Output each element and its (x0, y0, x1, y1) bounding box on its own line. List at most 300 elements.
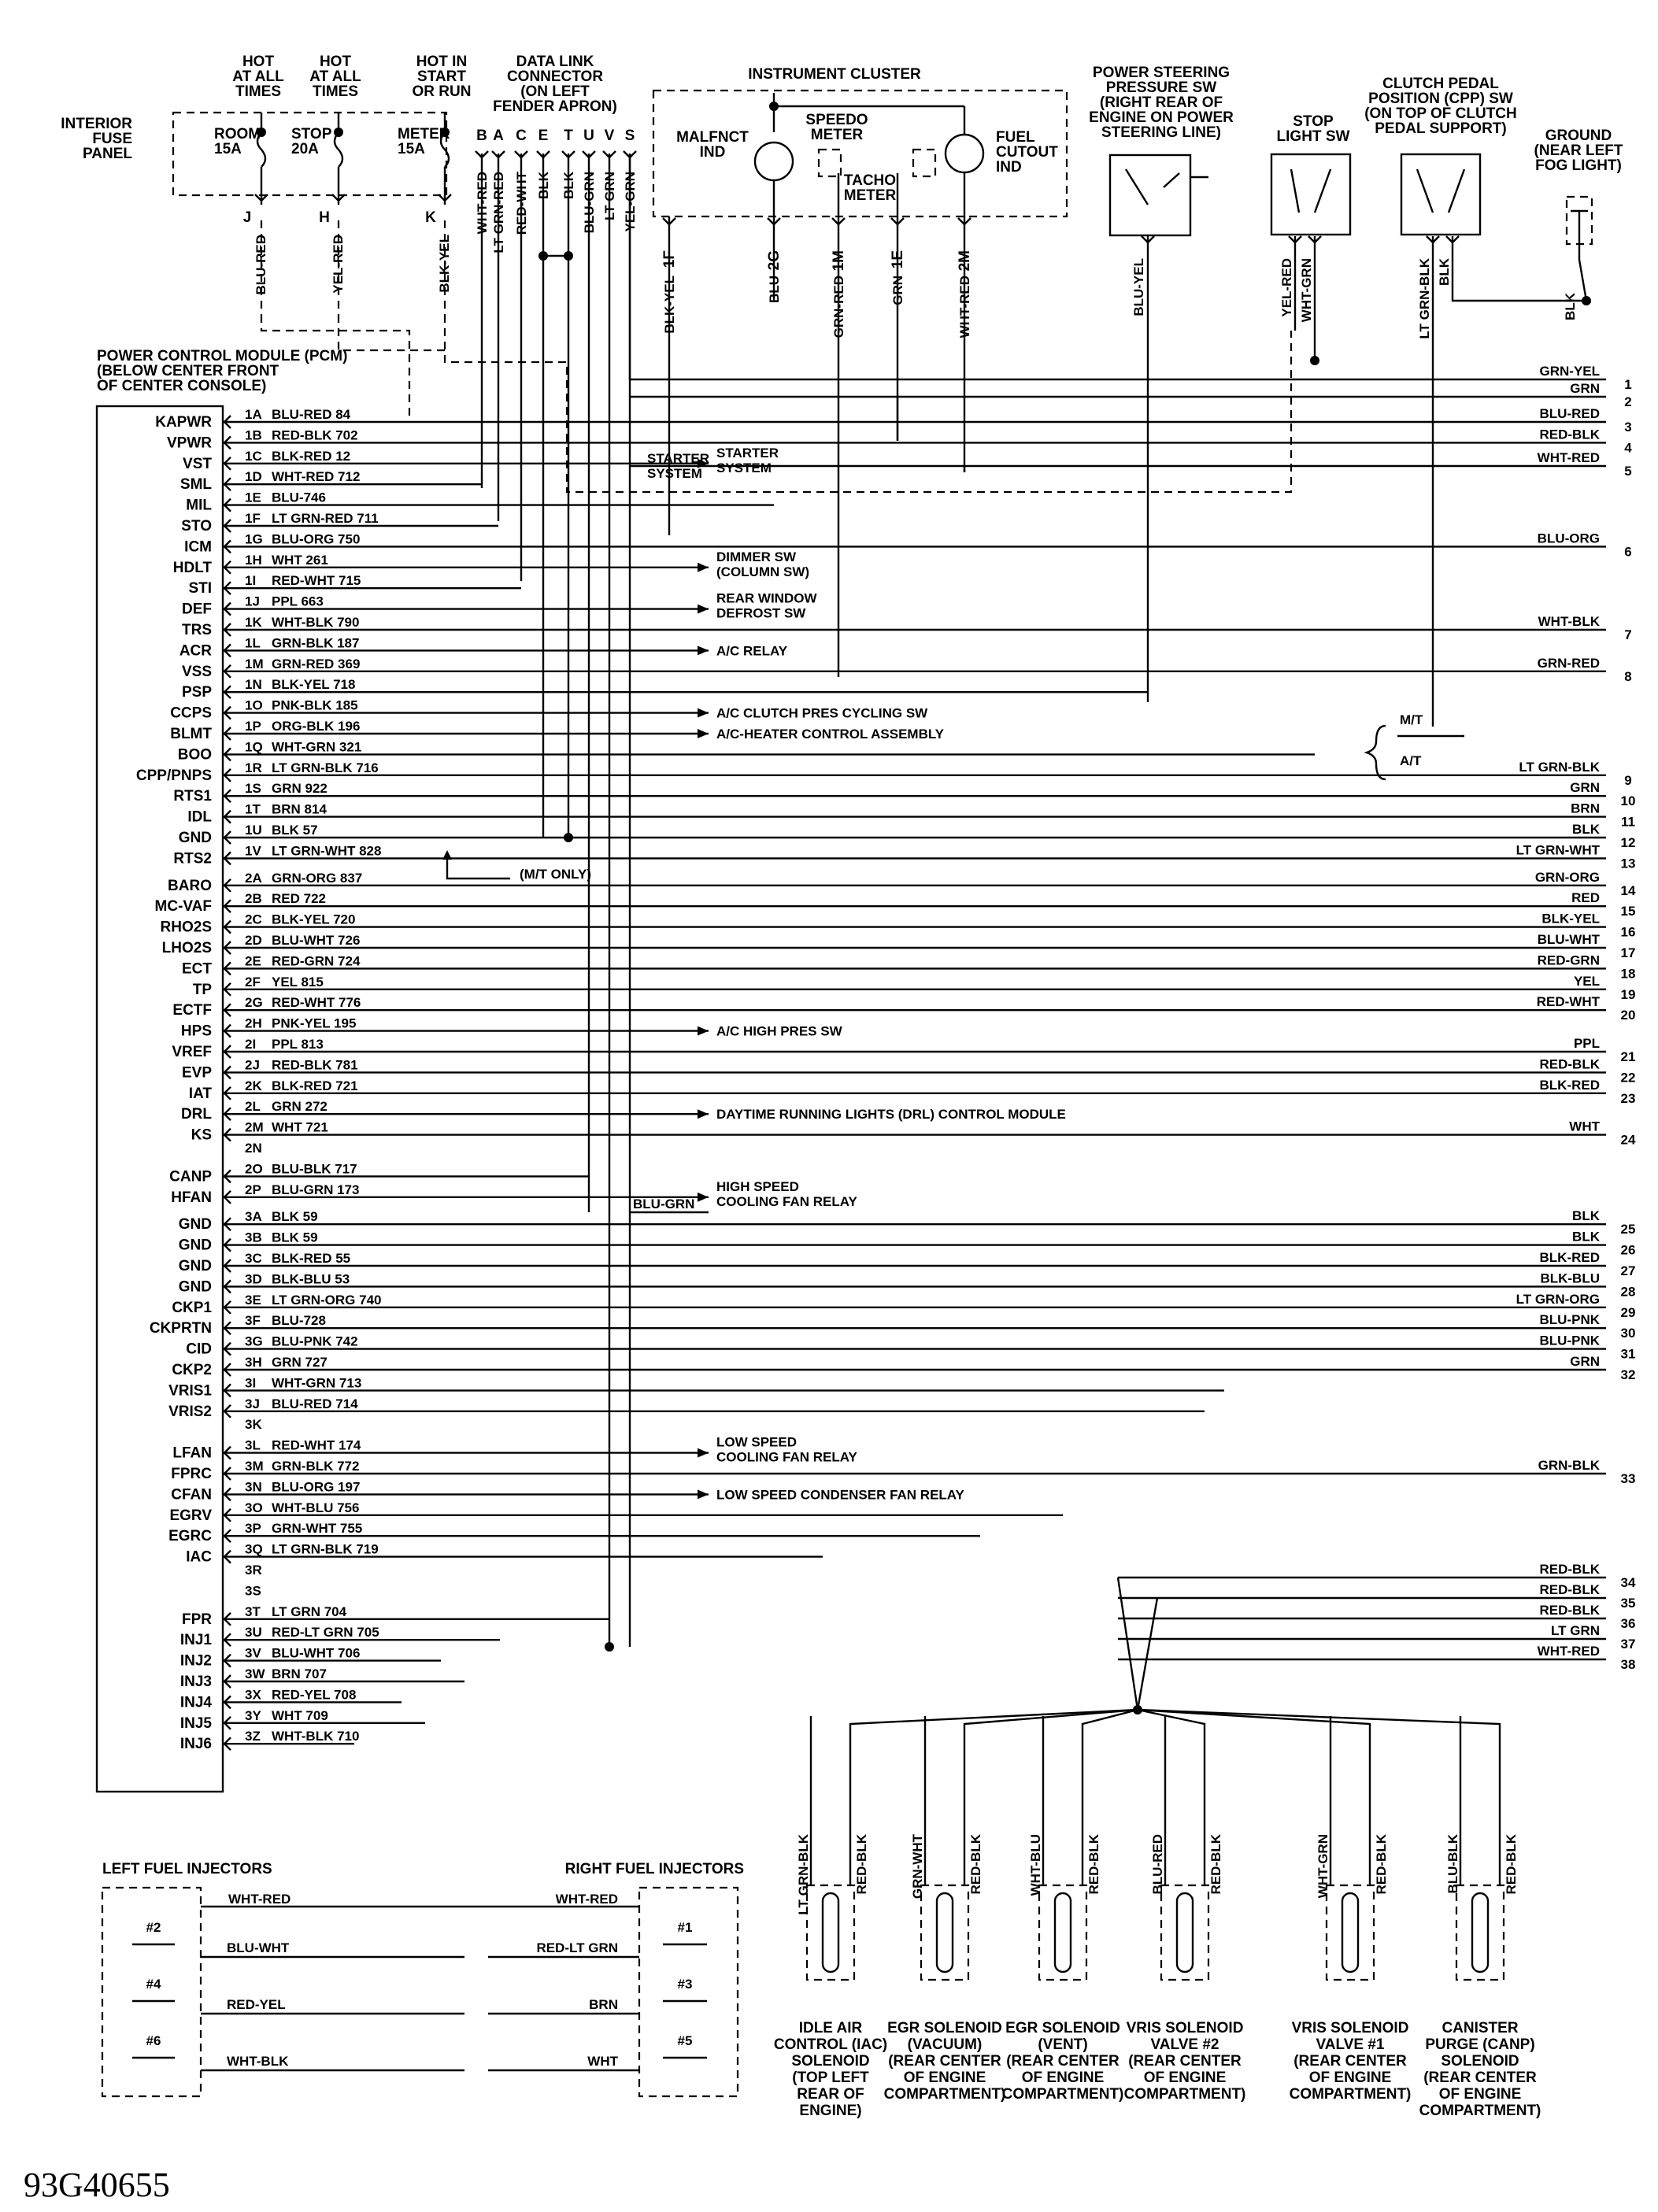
pcm-pin-name: BLMT (170, 726, 212, 742)
right-wire-color: RED-WHT (1536, 994, 1600, 1010)
pcm-wire-label: BLK-RED 12 (272, 448, 351, 464)
right-wire-color: BLU-PNK (1539, 1333, 1600, 1348)
switch-blade (1417, 169, 1433, 213)
connector-number: 30 (1620, 1326, 1636, 1341)
pcm-pin-id: 1Q (245, 739, 263, 755)
pcm-wire-label: RED-WHT 174 (272, 1437, 361, 1453)
injector-wire-label: RED-LT GRN (536, 1940, 618, 1955)
dlc-wire-color: LT GRN (602, 172, 617, 221)
fuse-pin-letter: J (242, 209, 252, 226)
stop-wire-color: YEL-RED (1279, 258, 1294, 317)
brace-icon (1367, 726, 1386, 779)
pcm-wire-label: WHT 709 (272, 1707, 328, 1723)
solenoid-coil-icon (1342, 1893, 1358, 1972)
right-wire-color: WHT-RED (1537, 1644, 1600, 1659)
arrow-right-icon (698, 1109, 709, 1119)
destination-label: LOW SPEED COOLING FAN RELAY (716, 1434, 857, 1465)
switch-blade (1449, 169, 1464, 213)
pcm-wire-label: GRN 727 (272, 1355, 328, 1370)
pcm-pin-id: 2G (245, 995, 263, 1011)
solenoid-label: VRIS SOLENOID VALVE #1 (REAR CENTER OF ENGINE COMPARTMENT) (1289, 2020, 1412, 2103)
pcm-pin-id: 2F (245, 974, 261, 989)
yel-red-feed (339, 315, 445, 350)
pcm-pin-name: IAC (186, 1548, 212, 1566)
connector-number: 35 (1620, 1596, 1636, 1611)
wire (1579, 260, 1586, 301)
arrow-up-icon (442, 850, 452, 860)
pcm-pin-name: GND (178, 1216, 212, 1234)
pcm-wire-label: GRN-RED 369 (272, 656, 361, 671)
pcm-wire-label: RED-BLK 781 (272, 1057, 358, 1073)
pcm-pin-name: INJ3 (179, 1674, 212, 1690)
pcm-pin-id: 3R (245, 1563, 262, 1578)
stop-switch-box (1271, 154, 1350, 235)
pcm-pin-name: FPRC (171, 1466, 212, 1482)
pcm-pin-name: STO (181, 518, 212, 535)
pcm-wire-label: BLU-ORG 750 (272, 531, 361, 547)
pcm-pin-id: 1F (245, 511, 261, 526)
pcm-pin-id: 1L (245, 635, 261, 651)
pcm-pin-id: 3Q (245, 1541, 263, 1557)
pcm-wire-label: RED-WHT 715 (272, 573, 361, 589)
pcm-wire-label: LT GRN-RED 711 (272, 511, 379, 526)
speedo-meter-box (819, 150, 841, 176)
pcm-pin-id: 2J (245, 1057, 260, 1073)
switch-blade (1291, 169, 1299, 213)
fuse-label: METER 15A (398, 126, 450, 157)
injector-number: #3 (677, 1977, 693, 1992)
pcm-wire-label: LT GRN-ORG 740 (272, 1292, 382, 1308)
pcm-pin-name: VST (183, 455, 212, 472)
pcm-wire-label: WHT 261 (272, 552, 328, 568)
pcm-pin-id: 2I (245, 1037, 257, 1052)
fuel-cutout-lamp-icon (946, 135, 983, 172)
right-wire-color: BLK-RED (1539, 1077, 1600, 1093)
pcm-wire-label: WHT-BLU 756 (272, 1500, 360, 1515)
pcm-wire-label: BLU-WHT 706 (272, 1645, 361, 1661)
injector-number: #1 (677, 1920, 693, 1935)
pcm-wire-label: BRN 814 (272, 801, 327, 817)
cluster-wire-color: GRN-RED (831, 276, 846, 338)
right-wire-color: BLK (1572, 1208, 1600, 1224)
pcm-pin-name: KAPWR (155, 414, 212, 431)
connector-number: 37 (1620, 1637, 1636, 1652)
pcm-pin-name: VSS (181, 663, 212, 680)
pcm-pin-name: HFAN (171, 1189, 212, 1206)
pcm-pin-name: VREF (172, 1044, 212, 1060)
arrow-right-icon (698, 1026, 709, 1036)
connector-number: 3 (1624, 420, 1632, 435)
pcm-pin-name: STI (188, 580, 212, 597)
pcm-pin-name: CID (186, 1341, 212, 1358)
pcm-pin-id: 3F (245, 1313, 261, 1329)
pcm-pin-id: 3A (245, 1209, 262, 1225)
ps-switch-box (1110, 155, 1190, 235)
arrow-right-icon (698, 1193, 709, 1202)
pcm-wire-label: PPL 663 (272, 594, 324, 609)
pcm-pin-name: HPS (180, 1023, 212, 1040)
splice-dot (1310, 356, 1319, 365)
pcm-pin-name: INJ1 (179, 1632, 212, 1649)
connector-number: 25 (1620, 1222, 1636, 1237)
pcm-wire-label: BLU-GRN 173 (272, 1182, 360, 1197)
pcm-pin-id: 1C (245, 448, 262, 464)
pcm-pin-id: 3G (245, 1333, 263, 1349)
right-wire-color: RED-BLK (1539, 1603, 1600, 1618)
starter-label: STARTER SYSTEM (647, 451, 710, 481)
connector-number: 16 (1620, 924, 1636, 940)
mid-wire-label: BLU-GRN (633, 1197, 695, 1211)
right-wire-color: GRN (1570, 1354, 1600, 1369)
pcm-pin-name: ACR (179, 642, 212, 660)
figure-id: 93G40655 (24, 2166, 170, 2204)
fuse-wire-color: BLU-RED (254, 235, 268, 295)
solenoid-coil-icon (937, 1893, 953, 1972)
right-wire-color: RED-BLK (1539, 1562, 1600, 1577)
solenoid-feed-wire (850, 1710, 1138, 1854)
pcm-pin-name: EGRC (168, 1528, 212, 1545)
pcm-pin-id: 2E (245, 953, 261, 969)
solenoid-feed-wire (1138, 1710, 1205, 1854)
pcm-pin-id: 3X (245, 1687, 261, 1703)
right-wire-color: RED-GRN (1537, 952, 1600, 968)
pcm-pin-id: 1H (245, 552, 262, 568)
pcm-pin-id: 1J (245, 594, 260, 609)
dlc-wire-color: BLU-GRN (582, 172, 597, 234)
dlc-pin-letter: C (516, 128, 527, 144)
pcm-wire-label: RED-LT GRN 705 (272, 1625, 379, 1641)
pcm-pin-id: 3O (245, 1500, 263, 1515)
connector-number: 18 (1620, 966, 1636, 982)
pcm-pin-id: 3H (245, 1355, 262, 1370)
pcm-wire-label: GRN 922 (272, 781, 328, 797)
pcm-wire-label: RED-GRN 724 (272, 953, 361, 969)
pcm-pin-name: CKPRTN (149, 1320, 212, 1337)
ground-wire-color: BLK (1563, 293, 1578, 320)
pcm-pin-name: INJ6 (179, 1736, 212, 1753)
solenoid-box (1161, 1885, 1208, 1980)
pcm-pin-name: GND (178, 1258, 212, 1274)
pcm-wire-label: BRN 707 (272, 1666, 327, 1681)
pcm-pin-id: 2M (245, 1119, 264, 1135)
pcm-pin-id: 1N (245, 677, 262, 693)
pcm-pin-id: 1D (245, 469, 262, 485)
dlc-wire-color: YEL-GRN (623, 172, 638, 232)
right-wire-color: BLU-RED (1539, 406, 1600, 421)
blu-red-feed (261, 315, 409, 422)
pcm-pin-id: 3Z (245, 1729, 261, 1744)
pcm-pin-id: 2N (245, 1141, 262, 1156)
solenoid-label: EGR SOLENOID (VENT) (REAR CENTER OF ENGINE COMPARTMENT) (1001, 2020, 1124, 2103)
pcm-pin-id: 2K (245, 1078, 262, 1093)
pcm-pin-id: 2L (245, 1099, 261, 1115)
pcm-pin-id: 1M (245, 656, 264, 671)
pcm-pin-id: 1U (245, 823, 262, 838)
connector-number: 31 (1620, 1346, 1636, 1362)
right-wire-color: BLK (1572, 822, 1600, 837)
connector-number: 9 (1624, 772, 1632, 788)
right-wire-color: WHT-BLK (1538, 614, 1600, 629)
pcm-wire-label: WHT-RED 712 (272, 469, 361, 485)
pcm-pin-name: MC-VAF (154, 898, 212, 916)
connector-number: 10 (1620, 793, 1636, 809)
connector-number: 20 (1620, 1008, 1636, 1023)
pcm-wire-label: BLK 59 (272, 1230, 318, 1245)
cpp-switch-box (1401, 154, 1480, 235)
pcm-pin-id: 3M (245, 1459, 264, 1474)
speedo-meter-label: SPEEDO METER (805, 112, 868, 143)
pcm-wire-label: GRN 272 (272, 1099, 328, 1115)
pcm-wire-label: BLK-YEL 720 (272, 912, 356, 927)
fuse-wire-color: YEL-RED (331, 235, 346, 294)
solenoid-feed-wire (964, 1710, 1138, 1854)
pcm-pin-id: 1P (245, 719, 261, 734)
pcm-pin-id: 1R (245, 760, 262, 775)
right-injector-box (639, 1888, 738, 2096)
connector-number: 29 (1620, 1304, 1636, 1320)
pcm-pin-id: 3E (245, 1292, 261, 1308)
destination-label: HIGH SPEED COOLING FAN RELAY (716, 1178, 857, 1209)
pcm-wire-label: BLU-728 (272, 1313, 326, 1329)
cluster-wire-color: BLU (767, 276, 782, 303)
pcm-wire-label: RED 722 (272, 891, 326, 907)
right-wire-color: WHT-RED (1537, 450, 1600, 465)
pcm-pin-name: IDL (187, 808, 212, 826)
fuse-power-header: HOT AT ALL TIMES (232, 54, 284, 100)
fuse-label: STOP 20A (291, 126, 332, 157)
arrow-right-icon (698, 1448, 709, 1458)
connector-number: 24 (1620, 1132, 1636, 1148)
solenoid-feed-wire (1138, 1710, 1370, 1854)
cpp-wire-color: LT GRN-BLK (1417, 258, 1432, 339)
pcm-pin-id: 1G (245, 531, 263, 547)
pcm-pin-name: CCPS (170, 705, 212, 722)
fuse-power-header: HOT AT ALL TIMES (309, 54, 361, 100)
connector-number: 32 (1620, 1367, 1636, 1382)
injector-wire-label: WHT (587, 2054, 618, 2069)
pcm-wire-label: LT GRN 704 (272, 1604, 347, 1619)
cluster-wire-color: BLK-YEL (662, 276, 677, 334)
dlc-pin-letter: S (624, 128, 635, 144)
connector-number: 1 (1624, 377, 1632, 392)
fuse-wire-color: BLK-YEL (437, 235, 452, 293)
tacho-meter-label: TACHO METER (843, 172, 897, 204)
solenoid-wire-color: WHT-BLU (1028, 1834, 1043, 1896)
right-wire-color: GRN (1570, 780, 1600, 796)
fuse-power-header: HOT IN START OR RUN (412, 54, 472, 100)
mt-note: M/T (1400, 712, 1423, 727)
ground-label: GROUND (NEAR LEFT FOG LIGHT) (1534, 128, 1623, 174)
connector-number: 5 (1624, 464, 1632, 479)
dlc-pin-letter: T (564, 128, 573, 144)
pcm-pin-name: PSP (181, 684, 212, 701)
pcm-wire-label: RED-YEL 708 (272, 1687, 357, 1703)
pcm-wire-label: GRN-BLK 187 (272, 635, 360, 651)
right-wire-color: BLK (1572, 1229, 1600, 1245)
fuse-panel-label: INTERIOR FUSE PANEL (61, 116, 132, 162)
pcm-pin-id: 3W (245, 1666, 265, 1681)
solenoid-wire-color: RED-BLK (1504, 1834, 1519, 1895)
injector-feed-label: WHT-RED (228, 1892, 291, 1907)
connector-number: 4 (1624, 440, 1632, 456)
arrow-right-icon (698, 708, 709, 718)
solenoid-wire-color: RED-BLK (1208, 1834, 1223, 1895)
pcm-wire-label: ORG-BLK 196 (272, 719, 361, 734)
right-wire-color: LT GRN-WHT (1516, 842, 1600, 858)
pcm-wire-label: BLU-PNK 742 (272, 1333, 358, 1349)
pcm-pin-name: GND (178, 830, 212, 846)
pcm-pin-name: HDLT (172, 559, 212, 576)
right-wire-color: BLU-ORG (1537, 531, 1600, 546)
connector-number: 36 (1620, 1616, 1636, 1631)
pcm-pin-name: FPR (182, 1611, 212, 1628)
right-wire-color: YEL (1573, 973, 1600, 989)
pcm-pin-name: DRL (180, 1106, 212, 1123)
right-wire-color: GRN-BLK (1538, 1458, 1600, 1473)
connector-number: 23 (1620, 1090, 1636, 1106)
pcm-pin-id: 1S (245, 781, 261, 797)
pcm-wire-label: BLK-BLU 53 (272, 1271, 350, 1287)
solenoid-wire-color: LT GRN-BLK (796, 1834, 811, 1915)
pcm-pin-id: 3L (245, 1437, 261, 1453)
pcm-pin-name: EGRV (169, 1507, 212, 1524)
right-wire-color: BRN (1571, 801, 1600, 816)
pcm-pin-id: 2H (245, 1015, 262, 1031)
solenoid-coil-icon (1472, 1893, 1488, 1972)
pcm-pin-name: ICM (184, 538, 212, 556)
pcm-pin-name: RTS2 (173, 850, 212, 867)
pcm-pin-id: 1V (245, 843, 261, 859)
pcm-wire-label: RED-WHT 776 (272, 995, 361, 1011)
injector-wire-label: BLU-WHT (227, 1940, 290, 1955)
cluster-wire-color: GRN (890, 276, 905, 305)
right-wire-color: BLU-PNK (1539, 1312, 1600, 1328)
pcm-pin-name: BOO (177, 746, 212, 764)
solenoid-box (921, 1885, 968, 1980)
solenoid-box (1327, 1885, 1374, 1980)
solenoid-coil-icon (823, 1893, 838, 1972)
connector-number: 28 (1620, 1284, 1636, 1300)
pcm-pin-name: INJ4 (179, 1694, 212, 1711)
destination-label: A/C-HEATER CONTROL ASSEMBLY (716, 727, 945, 742)
mt-only-note: (M/T ONLY) (520, 867, 591, 882)
solenoid-label: CANISTER PURGE (CANP) SOLENOID (REAR CENTER OF ENGINE COMPARTMENT) (1419, 2020, 1541, 2119)
wire (1138, 1598, 1157, 1710)
pcm-pin-id: 3S (245, 1583, 261, 1599)
solenoid-coil-icon (1177, 1893, 1193, 1972)
pcm-pin-name: MIL (186, 497, 212, 514)
dlc-pin-letter: V (604, 128, 615, 144)
injector-wire-label: RED-YEL (227, 1997, 286, 2012)
right-wire-color: BLK-RED (1539, 1250, 1600, 1265)
connector-number: 12 (1620, 835, 1636, 850)
pcm-pin-name: CKP1 (172, 1299, 212, 1316)
right-wire-color: RED-BLK (1539, 1582, 1600, 1597)
pcm-pin-id: 3I (245, 1375, 257, 1391)
connector-number: 14 (1620, 882, 1636, 898)
pcm-wire-label: BLK-RED 55 (272, 1251, 351, 1266)
connector-number: 26 (1620, 1242, 1636, 1258)
arrow-right-icon (698, 605, 709, 614)
solenoid-box (1039, 1885, 1086, 1980)
connector-number: 38 (1620, 1657, 1636, 1672)
solenoid-wire-color: RED-BLK (968, 1834, 983, 1895)
connector-number: 8 (1624, 668, 1632, 684)
connector-number: 2 (1624, 394, 1632, 409)
solenoid-wire-color: BLU-BLK (1445, 1834, 1460, 1894)
pcm-pin-id: 1I (245, 573, 257, 589)
ps-wire-color: BLU-YEL (1131, 258, 1146, 316)
cpp-wire-color: BLK (1437, 258, 1452, 286)
malfunction-ind-label: MALFNCT IND (676, 129, 749, 161)
right-wire-color: GRN-YEL (1539, 364, 1600, 379)
left-injector-box (102, 1888, 201, 2096)
pcm-pin-id: 3K (245, 1417, 262, 1433)
destination-label: STARTER SYSTEM (716, 445, 779, 475)
pcm-wire-label: BLK-YEL 718 (272, 677, 356, 693)
connector-number: 19 (1620, 986, 1636, 1002)
right-wire-color: RED-BLK (1539, 427, 1600, 442)
pcm-pin-name: BARO (168, 877, 212, 894)
connector-number: 33 (1620, 1471, 1636, 1486)
pcm-pin-id: 3B (245, 1230, 262, 1245)
pcm-wire-label: BLU-ORG 197 (272, 1479, 361, 1495)
cluster-pin: 2M (957, 250, 973, 272)
connector-number: 21 (1620, 1049, 1636, 1064)
destination-label: A/C HIGH PRES SW (716, 1023, 842, 1039)
cluster-pin: 1M (831, 250, 847, 272)
pcm-wire-label: BLK 57 (272, 823, 318, 838)
pcm-pin-id: 3Y (245, 1707, 261, 1723)
pcm-pin-id: 3N (245, 1479, 262, 1495)
stop-wire-color: WHT-GRN (1299, 258, 1314, 323)
pcm-wire-label: BLK-RED 721 (272, 1078, 358, 1093)
cpp-switch-label: CLUTCH PEDAL POSITION (CPP) SW (ON TOP OF CLUTCH PEDAL SUPPORT) (1364, 76, 1517, 137)
pcm-wire-label: PNK-YEL 195 (272, 1015, 357, 1031)
pcm-pin-id: 2B (245, 891, 262, 907)
left-injectors-title: LEFT FUEL INJECTORS (102, 1861, 272, 1877)
pcm-wire-label: WHT-GRN 713 (272, 1375, 362, 1391)
fuse-pin-letter: H (319, 209, 330, 226)
pcm-pin-name: RTS1 (173, 788, 212, 805)
pcm-pin-name: INJ2 (179, 1652, 212, 1670)
dlc-pin-letter: A (493, 128, 504, 144)
connector-number: 17 (1620, 945, 1636, 960)
pcm-pin-id: 3T (245, 1604, 261, 1619)
switch-blade (1126, 169, 1148, 205)
connector-number: 27 (1620, 1263, 1636, 1278)
injector-feed-label: WHT-RED (555, 1892, 618, 1907)
dlc-title: DATA LINK CONNECTOR (ON LEFT FENDER APRON) (493, 54, 617, 115)
pcm-wire-label: PNK-BLK 185 (272, 697, 358, 713)
destination-label: DIMMER SW (COLUMN SW) (716, 549, 810, 579)
pcm-wire-label: WHT-BLK 790 (272, 615, 360, 630)
cpp-ground-wire (1453, 236, 1586, 301)
pcm-pin-id: 2C (245, 912, 262, 927)
pcm-pin-id: 1B (245, 427, 262, 443)
destination-label: DAYTIME RUNNING LIGHTS (DRL) CONTROL MODULE (716, 1107, 1066, 1123)
pcm-pin-id: 3V (245, 1645, 261, 1661)
pcm-pin-id: 1T (245, 801, 261, 817)
pcm-pin-id: 1A (245, 407, 262, 422)
solenoid-wire-color: RED-BLK (1374, 1834, 1389, 1895)
fuse-icon (335, 132, 342, 167)
malfunction-lamp-icon (755, 142, 793, 180)
right-wire-color: LT GRN (1550, 1623, 1600, 1638)
pcm-pin-name: TRS (182, 622, 212, 638)
pcm-pin-id: 3J (245, 1396, 260, 1411)
dlc-pin-letter: U (583, 128, 594, 144)
